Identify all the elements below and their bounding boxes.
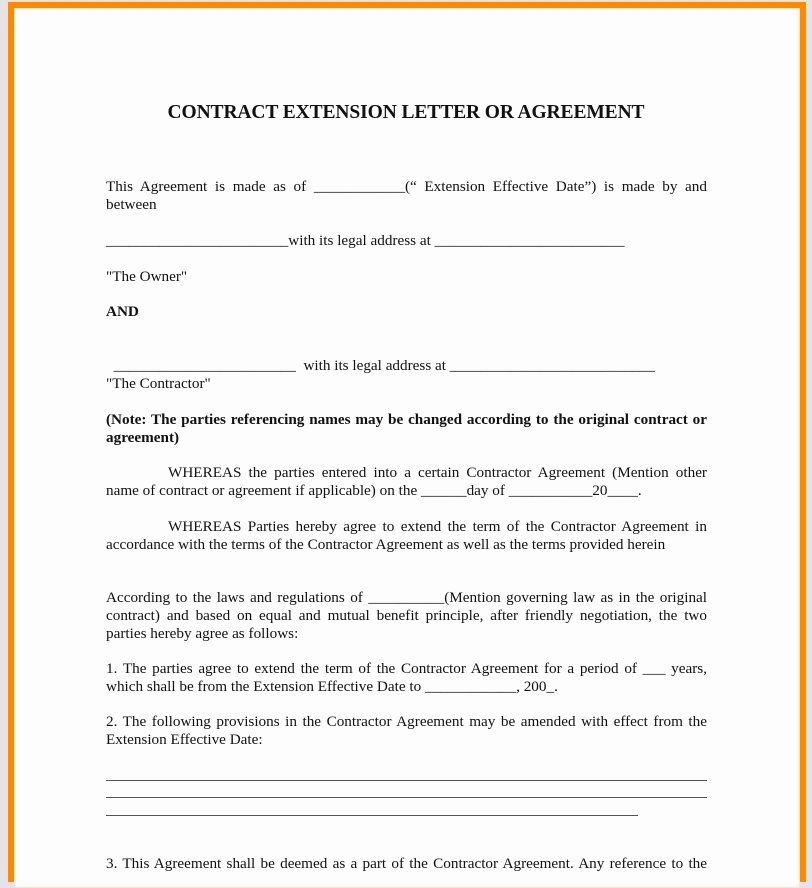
according-text-2: (Mention governing law as in the original contract) and based on equal and mutual benefit principle, after friendly negotiation, the two parties hereby agree as follows:: [106, 589, 707, 642]
clause1-text-3: , 200_.: [516, 678, 558, 695]
governing-law-blank[interactable]: __________: [368, 589, 445, 606]
years-blank[interactable]: ___: [642, 660, 666, 677]
clause-3: 3. This Agreement shall be deemed as a part of the Contractor Agreement. Any reference to the: [106, 855, 707, 872]
contractor-line: [106, 339, 655, 375]
whereas1-end: .: [637, 482, 642, 499]
owner-address-blank[interactable]: _________________________: [434, 232, 625, 249]
contractor-label: "The Contractor": [106, 375, 211, 392]
whereas-paragraph-1: [106, 464, 707, 500]
document-title: CONTRACT EXTENSION LETTER OR AGREEMENT: [167, 102, 645, 123]
owner-name-blank[interactable]: ________________________: [106, 232, 289, 249]
owner-address-label: with its legal address at: [288, 232, 435, 249]
day-text: day of: [466, 482, 509, 499]
according-paragraph: [106, 589, 707, 643]
amendment-blank-line-1[interactable]: [106, 780, 707, 781]
intro-paragraph: [106, 178, 707, 196]
according-text-1: According to the laws and regulations of: [106, 589, 369, 606]
contractor-address-label: with its legal address at: [295, 357, 450, 374]
clause1-text-1: 1. The parties agree to extend the term of the Contractor Agreement for a period of: [106, 660, 643, 677]
clause1-text-2: years, which shall be from the Extension Effective Date to: [106, 660, 707, 695]
clause-2: 2. The following provisions in the Contractor Agreement may be amended with effect from the Extension Effective Date:: [106, 713, 707, 748]
document-page: [14, 8, 800, 888]
whereas1-text: WHEREAS the parties entered into a certain Contractor Agreement (Mention other name of contract or agreement if applicable) on the: [106, 464, 707, 499]
contractor-name-blank[interactable]: ________________________: [113, 357, 296, 374]
month-blank[interactable]: ___________: [508, 482, 593, 499]
whereas-paragraph-2: WHEREAS Parties hereby agree to extend the term of the Contractor Agreement in accordance with the terms of the Contractor Agreement as well as the terms provided herein: [106, 518, 707, 553]
effective-date-blank[interactable]: ____________: [313, 178, 405, 195]
amendment-blank-line-2[interactable]: [106, 797, 707, 798]
clause-1: [106, 660, 707, 696]
year-prefix: 20: [592, 482, 608, 499]
intro-paragraph-end: between: [106, 196, 157, 213]
day-blank[interactable]: ______: [421, 482, 467, 499]
end-date-blank[interactable]: ____________: [424, 678, 517, 695]
year-blank[interactable]: ____: [607, 482, 638, 499]
contractor-address-blank[interactable]: ___________________________: [449, 357, 655, 374]
and-label: AND: [106, 303, 139, 320]
intro-text-2: (“ Extension Effective Date”) is made by and: [404, 178, 707, 195]
intro-text-1: This Agreement is made as of: [106, 178, 314, 195]
note-paragraph: (Note: The parties referencing names may be changed according to the original contract or agreement): [106, 411, 707, 446]
owner-label: "The Owner": [106, 268, 188, 285]
owner-line: [106, 232, 624, 250]
amendment-blank-line-3[interactable]: [106, 815, 638, 816]
